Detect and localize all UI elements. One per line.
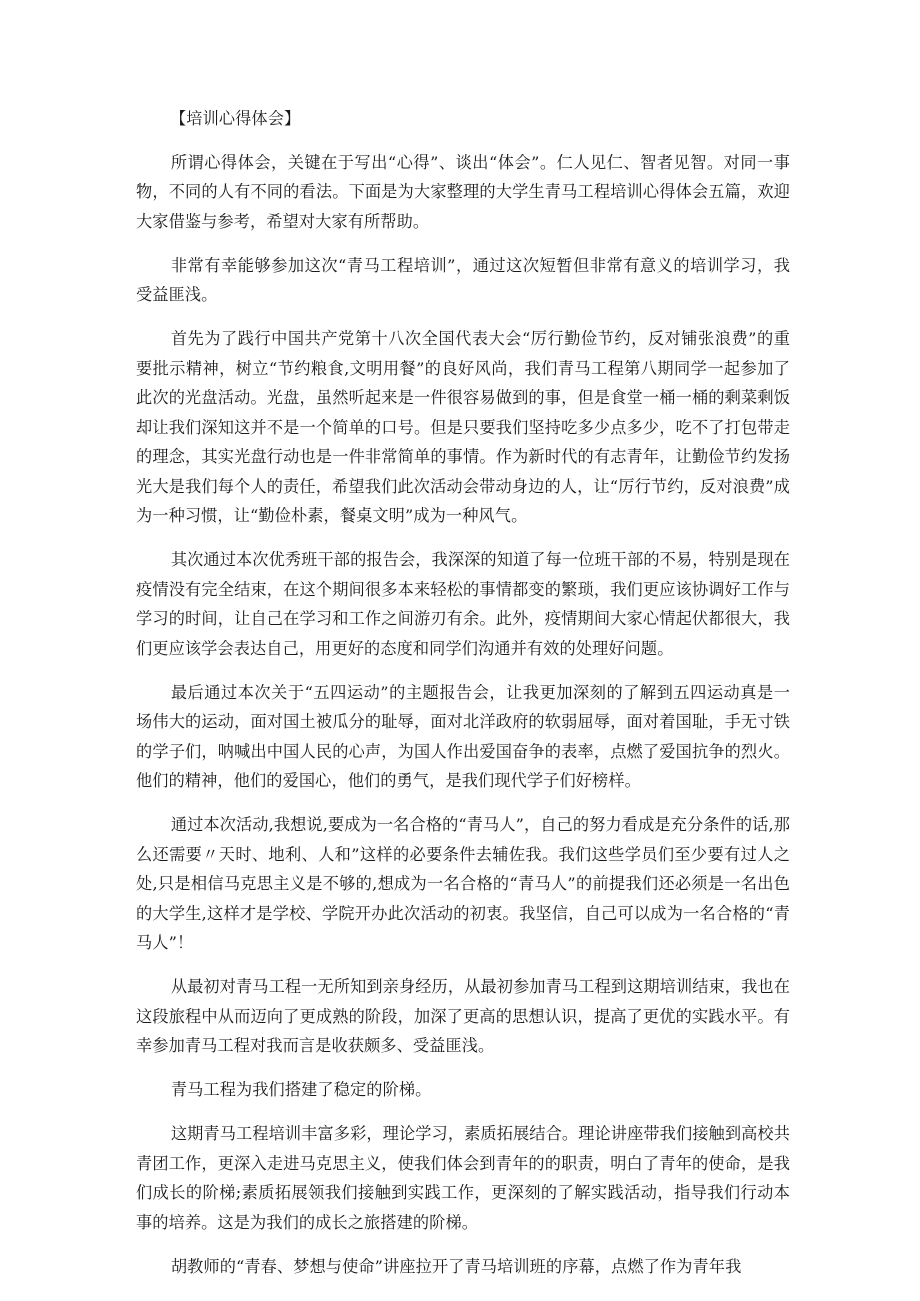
document-body xyxy=(136,104,790,1296)
paragraph: 这期青马工程培训丰富多彩，理论学习，素质拓展结合。理论讲座带我们接触到高校共青团工作，更深入走进马克思主义，使我们体会到青年的的职责，明白了青年的使命，是我们成长的阶梯;素质拓展领我们接触到实践工作，更深刻的了解实践活动，指导我们行动本事的培养。这是为我们的成长之旅搭建的阶梯。 xyxy=(136,1124,790,1232)
paragraph: 从最初对青马工程一无所知到亲身经历，从最初参加青马工程到这期培训结束，我也在这段旅程中从而迈向了更成熟的阶段，加深了更高的思想认识，提高了更优的实践水平。有幸参加青马工程对我而言是收获颇多、受益匪浅。 xyxy=(136,977,790,1055)
paragraph-truncated: 胡教师的“青春、梦想与使命”讲座拉开了青马培训班的序幕，点燃了作为青年我 xyxy=(170,1256,742,1276)
paragraph: 非常有幸能够参加这次“青马工程培训”，通过这次短暂但非常有意义的培训学习，我受益匪浅。 xyxy=(136,255,790,304)
paragraph: 青马工程为我们搭建了稳定的阶梯。 xyxy=(170,1080,432,1099)
paragraph: 其次通过本次优秀班干部的报告会，我深深的知道了每一位班干部的不易，特别是现在疫情没有完全结束，在这个期间很多本来轻松的事情都变的繁琐，我们更应该协调好工作与学习的时间，让自己在学习和工作之间游刃有余。此外，疫情期间大家心情起伏都很大，我们更应该学会表达自己，用更好的态度和同学们沟通并有效的处理好问题。 xyxy=(136,550,790,658)
paragraph-intro: 所谓心得体会，关键在于写出“心得”、谈出“体会”。仁人见仁、智者见智。对同一事物，不同的人有不同的看法。下面是为大家整理的大学生青马工程培训心得体会五篇，欢迎大家借鉴与参考，希望对大家有所帮助。 xyxy=(136,152,790,231)
paragraph: 通过本次活动,我想说,要成为一名合格的“青马人”，自己的努力看成是充分条件的话,那么还需要〃天时、地利、人和”这样的必要条件去辅佐我。我们这些学员们至少要有过人之处,只是相信马克思主义是不够的,想成为一名合格的“青马人”的前提我们还必须是一名出色的大学生,这样才是学校、学院开办此次活动的初衷。我坚信，自己可以成为一名合格的“青马人”！ xyxy=(136,815,790,952)
document-heading: 【培训心得体会】 xyxy=(170,109,301,128)
paragraph: 首先为了践行中国共产党第十八次全国代表大会“厉行勤俭节约，反对铺张浪费”的重要批示精神，树立“节约粮食,文明用餐”的良好风尚，我们青马工程第八期同学一起参加了此次的光盘活动。光盘，虽然听起来是一件很容易做到的事，但是食堂一桶一桶的剩菜剩饭却让我们深知这并不是一个简单的口号。但是只要我们坚持吃多少点多少，吃不了打包带走的理念，其实光盘行动也是一件非常简单的事情。作为新时代的有志青年，让勤俭节约发扬光大是我们每个人的责任，希望我们此次活动会带动身边的人，让“厉行节约，反对浪费”成为一种习惯，让“勤俭朴素，餐桌文明”成为一种风气。 xyxy=(136,329,790,525)
paragraph: 最后通过本次关于“五四运动”的主题报告会，让我更加深刻的了解到五四运动真是一场伟大的运动，面对国土被瓜分的耻辱，面对北洋政府的软弱屈辱，面对着国耻，手无寸铁的学子们，呐喊出中国人民的心声，为国人作出爱国奋争的表率，点燃了爱国抗争的烈火。他们的精神，他们的爱国心，他们的勇气，是我们现代学子们好榜样。 xyxy=(136,682,790,790)
